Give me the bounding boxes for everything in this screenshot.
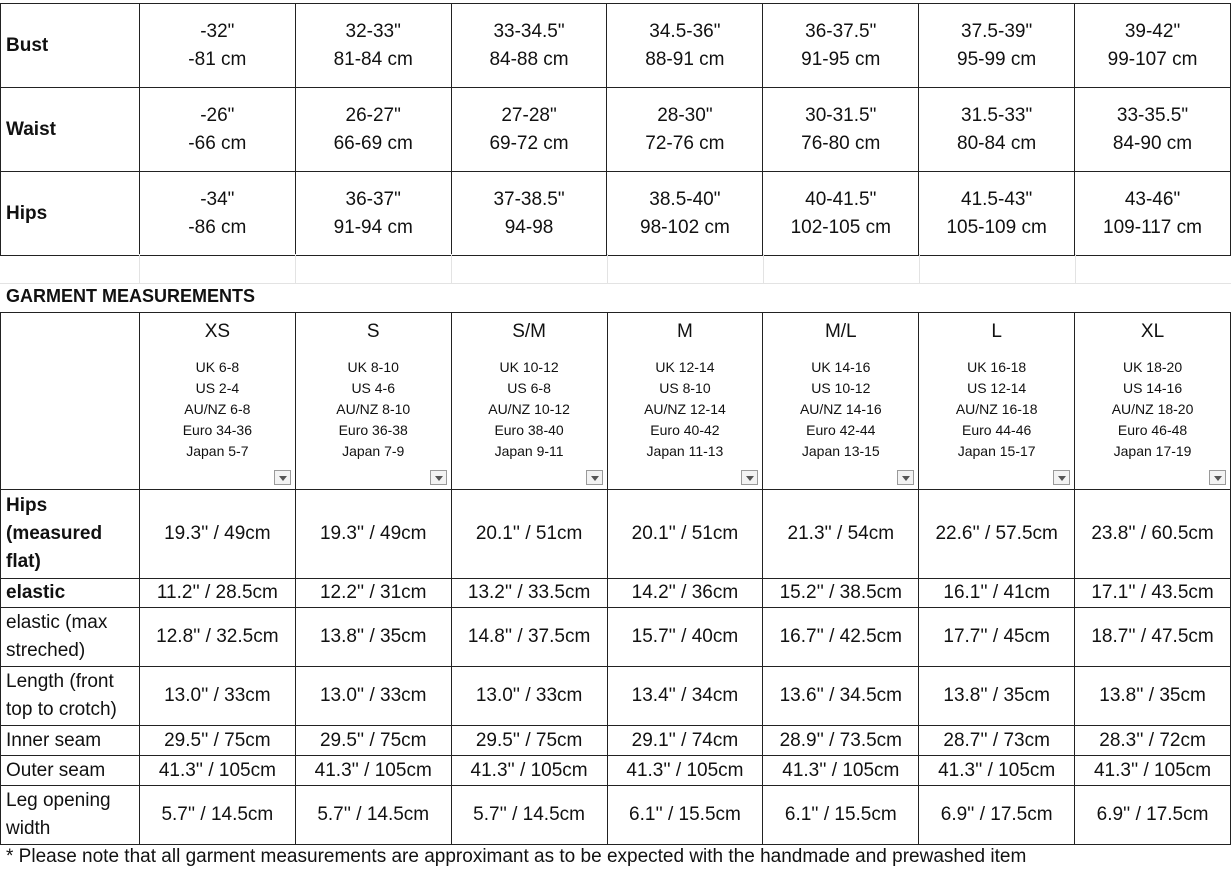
table-row [1, 608, 1231, 667]
size-conversions: UK 14-16 US 10-12 AU/NZ 14-16 Euro 42-44 Japan 13-15 [799, 359, 882, 459]
table-cell: 41.3'' / 105cm [763, 756, 919, 786]
table-cell: 16.7'' / 42.5cm [763, 608, 919, 667]
size-name: M/L [824, 321, 857, 342]
table-row [1, 490, 1231, 579]
table-cell: 12.8'' / 32.5cm [139, 608, 295, 667]
filter-dropdown-icon[interactable] [586, 470, 603, 485]
table-cell: 21.3'' / 54cm [763, 490, 919, 579]
size-conversions: UK 18-20 US 14-16 AU/NZ 18-20 Euro 46-48 Japan 17-19 [1111, 359, 1194, 459]
table-cell: 28.7'' / 73cm [919, 726, 1075, 756]
table-cell: 11.2'' / 28.5cm [139, 579, 295, 608]
table-cell: 36-37" 91-94 cm [295, 172, 451, 256]
table-cell: 28-30" 72-76 cm [607, 88, 763, 172]
table-cell: 26-27" 66-69 cm [295, 88, 451, 172]
table-cell: 29.1'' / 74cm [607, 726, 763, 756]
table-cell: 28.3'' / 72cm [1075, 726, 1231, 756]
table-cell: 16.1'' / 41cm [919, 579, 1075, 608]
table-cell: 5.7'' / 14.5cm [451, 786, 607, 845]
table-cell: 13.8'' / 35cm [295, 608, 451, 667]
size-header-cell [919, 313, 1075, 490]
table-cell: 17.1'' / 43.5cm [1075, 579, 1231, 608]
table-cell: 41.3'' / 105cm [607, 756, 763, 786]
size-conversions: UK 12-14 US 8-10 AU/NZ 12-14 Euro 40-42 Japan 11-13 [644, 359, 726, 459]
table-cell: 36-37.5" 91-95 cm [763, 4, 919, 88]
row-label: Bust [1, 4, 140, 88]
table-cell: 43-46" 109-117 cm [1075, 172, 1231, 256]
table-row [1, 726, 1231, 756]
table-cell: 19.3'' / 49cm [139, 490, 295, 579]
table-cell: 39-42" 99-107 cm [1075, 4, 1231, 88]
table-row [1, 786, 1231, 845]
header-blank-cell [1, 313, 140, 490]
table-cell: 13.0'' / 33cm [295, 667, 451, 726]
size-name: M [677, 321, 693, 342]
filter-dropdown-icon[interactable] [1209, 470, 1226, 485]
garment-measurements-title: GARMENT MEASUREMENTS [6, 286, 256, 306]
size-name: XL [1140, 321, 1165, 342]
table-cell: 6.9'' / 17.5cm [1075, 786, 1231, 845]
table-cell: 19.3'' / 49cm [295, 490, 451, 579]
table-cell: 6.1'' / 15.5cm [763, 786, 919, 845]
row-label: Length (front top to crotch) [1, 667, 140, 726]
table-row [1, 667, 1231, 726]
table-row [1, 756, 1231, 786]
row-label: Hips (measured flat) [1, 490, 140, 579]
table-cell: 14.8'' / 37.5cm [451, 608, 607, 667]
size-header-cell [139, 313, 295, 490]
table-row [1, 172, 1231, 256]
table-cell: 13.8'' / 35cm [919, 667, 1075, 726]
table-cell: 12.2'' / 31cm [295, 579, 451, 608]
table-cell: 13.0'' / 33cm [451, 667, 607, 726]
filter-dropdown-icon[interactable] [274, 470, 291, 485]
size-name: XS [204, 321, 231, 342]
table-cell: 22.6'' / 57.5cm [919, 490, 1075, 579]
table-cell: 13.8'' / 35cm [1075, 667, 1231, 726]
table-cell: 33-34.5" 84-88 cm [451, 4, 607, 88]
filter-dropdown-icon[interactable] [897, 470, 914, 485]
table-cell: 14.2'' / 36cm [607, 579, 763, 608]
body-measurements-table [0, 3, 1231, 256]
table-cell: 37-38.5" 94-98 [451, 172, 607, 256]
table-row [1, 88, 1231, 172]
table-cell: 41.3'' / 105cm [295, 756, 451, 786]
size-name: S/M [512, 321, 546, 342]
table-cell: 6.9'' / 17.5cm [919, 786, 1075, 845]
table-cell: 28.9'' / 73.5cm [763, 726, 919, 756]
table-cell: 41.3'' / 105cm [919, 756, 1075, 786]
table-cell: 37.5-39" 95-99 cm [919, 4, 1075, 88]
row-label: Waist [1, 88, 140, 172]
row-label: Hips [1, 172, 140, 256]
table-cell: 29.5'' / 75cm [139, 726, 295, 756]
table-cell: 13.6'' / 34.5cm [763, 667, 919, 726]
filter-dropdown-icon[interactable] [1053, 470, 1070, 485]
table-cell: 13.2'' / 33.5cm [451, 579, 607, 608]
table-cell: 13.0'' / 33cm [139, 667, 295, 726]
grid-line [0, 283, 1231, 284]
filter-dropdown-icon[interactable] [741, 470, 758, 485]
table-cell: 5.7'' / 14.5cm [295, 786, 451, 845]
size-conversions: UK 8-10 US 4-6 AU/NZ 8-10 Euro 36-38 Japan 7-9 [336, 359, 411, 459]
table-cell: -32" -81 cm [139, 4, 295, 88]
table-cell: 33-35.5" 84-90 cm [1075, 88, 1231, 172]
row-label: Leg opening width [1, 786, 140, 845]
table-cell: 41.3'' / 105cm [1075, 756, 1231, 786]
empty-spreadsheet-row [0, 254, 1231, 284]
table-cell: 41.5-43" 105-109 cm [919, 172, 1075, 256]
table-cell: 32-33" 81-84 cm [295, 4, 451, 88]
size-header-cell [451, 313, 607, 490]
table-cell: 18.7'' / 47.5cm [1075, 608, 1231, 667]
table-cell: 31.5-33" 80-84 cm [919, 88, 1075, 172]
table-row [1, 579, 1231, 608]
table-cell: 13.4'' / 34cm [607, 667, 763, 726]
table-row [1, 4, 1231, 88]
size-conversions: UK 16-18 US 12-14 AU/NZ 16-18 Euro 44-46 Japan 15-17 [955, 359, 1038, 459]
table-cell: 5.7'' / 14.5cm [139, 786, 295, 845]
size-header-cell [1075, 313, 1231, 490]
table-cell: -26" -66 cm [139, 88, 295, 172]
table-cell: 15.2'' / 38.5cm [763, 579, 919, 608]
table-cell: 20.1'' / 51cm [451, 490, 607, 579]
row-label: Inner seam [1, 726, 140, 756]
table-cell: 34.5-36" 88-91 cm [607, 4, 763, 88]
table-cell: 20.1'' / 51cm [607, 490, 763, 579]
table-cell: 40-41.5" 102-105 cm [763, 172, 919, 256]
table-cell: -34" -86 cm [139, 172, 295, 256]
size-conversions: UK 6-8 US 2-4 AU/NZ 6-8 Euro 34-36 Japan 5-7 [182, 359, 252, 459]
size-name: S [366, 321, 380, 342]
measurement-note: * Please note that all garment measurements are approximant as to be expected with the handmade and prewashed item [6, 846, 1027, 867]
size-header-cell [763, 313, 919, 490]
table-cell: 38.5-40" 98-102 cm [607, 172, 763, 256]
table-cell: 17.7'' / 45cm [919, 608, 1075, 667]
row-label: Outer seam [1, 756, 140, 786]
table-cell: 23.8'' / 60.5cm [1075, 490, 1231, 579]
size-conversions: UK 10-12 US 6-8 AU/NZ 10-12 Euro 38-40 Japan 9-11 [488, 359, 570, 459]
filter-dropdown-icon[interactable] [430, 470, 447, 485]
row-label: elastic (max streched) [1, 608, 140, 667]
size-header-cell [295, 313, 451, 490]
table-cell: 29.5'' / 75cm [451, 726, 607, 756]
row-label: elastic [1, 579, 140, 608]
size-header-row [1, 313, 1231, 490]
table-cell: 30-31.5" 76-80 cm [763, 88, 919, 172]
table-cell: 27-28" 69-72 cm [451, 88, 607, 172]
size-name: L [991, 321, 1002, 342]
size-header-cell [607, 313, 763, 490]
table-cell: 15.7'' / 40cm [607, 608, 763, 667]
table-cell: 41.3'' / 105cm [139, 756, 295, 786]
table-cell: 29.5'' / 75cm [295, 726, 451, 756]
table-cell: 41.3'' / 105cm [451, 756, 607, 786]
garment-measurements-table [0, 312, 1231, 845]
table-cell: 6.1'' / 15.5cm [607, 786, 763, 845]
